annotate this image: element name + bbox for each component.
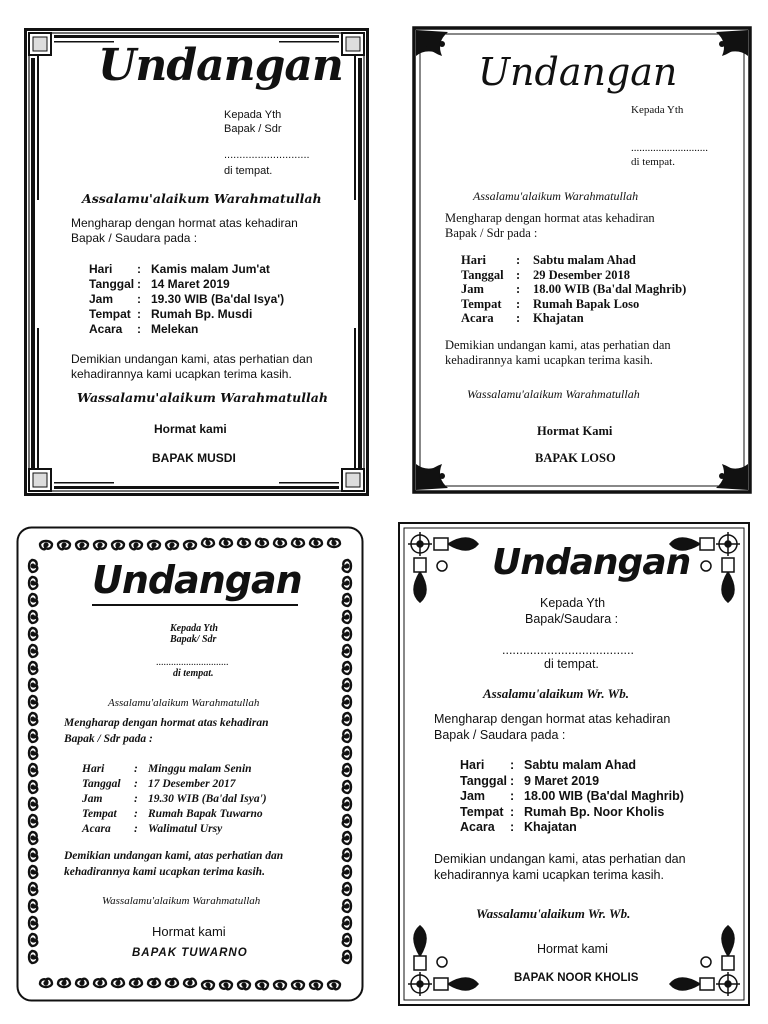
scroll-ornament-icon <box>343 747 351 759</box>
scroll-ornament-icon <box>94 541 106 549</box>
card-2-regards: Hormat Kami <box>537 424 613 438</box>
detail-label: Tanggal <box>460 773 507 788</box>
detail-row: Hari : Sabtu malam Ahad <box>460 758 637 772</box>
scroll-ornament-icon <box>238 981 250 989</box>
card-4-farewell: Wassalamu'alaikum Wr. Wb. <box>476 906 631 921</box>
card-1-signer: BAPAK MUSDI <box>152 451 236 465</box>
card-3-details <box>82 762 267 837</box>
detail-value: 9 Maret 2019 <box>524 773 600 788</box>
scroll-ornament-icon <box>148 979 160 987</box>
card-4-recipient-label: Kepada Yth <box>540 596 606 610</box>
scroll-ornament-icon <box>29 747 37 759</box>
card-1-closing-line-1: Demikian undangan kami, atas perhatian dan <box>71 352 313 366</box>
scroll-ornament-icon <box>29 917 37 929</box>
card-2-place: di tempat. <box>631 156 675 168</box>
scroll-ornament-icon <box>256 539 268 547</box>
scroll-ornament-icon <box>343 628 351 640</box>
scroll-ornament-icon <box>58 979 70 987</box>
scroll-ornament-icon <box>274 981 286 989</box>
detail-label: Acara <box>82 823 111 835</box>
ornament-corner-icon <box>408 532 478 602</box>
detail-value: Sabtu malam Ahad <box>533 253 636 267</box>
scroll-ornament-icon <box>220 981 232 989</box>
scroll-ornament-icon <box>29 611 37 623</box>
scroll-ornament-icon <box>29 730 37 742</box>
detail-value: Kamis malam Jum'at <box>151 262 270 276</box>
scroll-ornament-icon <box>310 981 322 989</box>
detail-row: Tanggal : 14 Maret 2019 <box>89 277 230 291</box>
scroll-ornament-icon <box>148 541 160 549</box>
scroll-ornament-icon <box>29 645 37 657</box>
scroll-ornament-icon <box>310 539 322 547</box>
scroll-ornament-icon <box>343 713 351 725</box>
scroll-ornament-icon <box>343 645 351 657</box>
card-3-recipient-title: Bapak/ Sdr <box>170 634 217 645</box>
scroll-ornament-icon <box>343 781 351 793</box>
detail-row: Hari : Sabtu malam Ahad <box>461 253 636 267</box>
detail-value: Minggu malam Senin <box>148 763 252 775</box>
scroll-ornament-icon <box>166 979 178 987</box>
card-3-regards: Hormat kami <box>152 924 226 939</box>
detail-value: Khajatan <box>533 311 584 325</box>
detail-value: 17 Desember 2017 <box>148 778 236 790</box>
scroll-ornament-icon <box>343 900 351 912</box>
invitation-card-4 <box>398 522 750 1006</box>
card-1-intro-line-2: Bapak / Saudara pada : <box>71 231 198 245</box>
scroll-ornament-icon <box>29 900 37 912</box>
card-1-closing-line-2: kehadirannya kami ucapkan terima kasih. <box>71 367 292 381</box>
detail-row: Acara : Walimatul Ursy <box>82 823 223 835</box>
scroll-ornament-icon <box>256 981 268 989</box>
card-3-title: Undangan <box>92 558 302 602</box>
detail-label: Jam <box>461 282 484 296</box>
card-4-intro-line-2: Bapak / Saudara pada : <box>434 728 566 742</box>
detail-value: 18.00 WIB (Ba'dal Maghrib) <box>524 789 684 803</box>
scroll-ornament-icon <box>29 577 37 589</box>
scroll-ornament-icon <box>343 815 351 827</box>
scroll-ornament-icon <box>29 934 37 946</box>
detail-row: Hari : Kamis malam Jum'at <box>89 262 270 276</box>
card-1-details <box>89 262 284 337</box>
detail-row: Jam : 18.00 WIB (Ba'dal Maghrib) <box>460 789 684 803</box>
detail-row: Acara : Khajatan <box>460 820 577 834</box>
scroll-ornament-icon <box>343 849 351 861</box>
scroll-ornament-icon <box>29 713 37 725</box>
card-2-details <box>461 253 686 326</box>
scroll-ornament-icon <box>202 981 214 989</box>
scroll-ornament-icon <box>343 934 351 946</box>
scroll-ornament-icon <box>76 979 88 987</box>
card-1-greeting: Assalamu'alaikum Warahmatullah <box>82 191 322 206</box>
card-2-intro-line-2: Bapak / Sdr pada : <box>445 226 538 240</box>
scroll-ornament-icon <box>58 541 70 549</box>
card-3-signer: BAPAK TUWARNO <box>132 947 248 959</box>
detail-row: Tempat : Rumah Bp. Noor Kholis <box>460 804 665 819</box>
card-2-closing-line-2: kehadirannya kami ucapkan terima kasih. <box>445 353 653 367</box>
scroll-ornament-icon <box>328 539 340 547</box>
invitation-card-1 <box>24 28 369 496</box>
card-4-intro-line-1: Mengharap dengan hormat atas kehadiran <box>434 712 671 726</box>
detail-label: Tempat <box>82 808 117 820</box>
detail-label: Tempat <box>460 804 504 819</box>
scroll-ornament-icon <box>29 781 37 793</box>
scroll-ornament-icon <box>343 764 351 776</box>
detail-value: Rumah Bapak Loso <box>533 296 640 311</box>
detail-value: Rumah Bapak Tuwarno <box>148 808 263 820</box>
card-4-closing-line-2: kehadirannya kami ucapkan terima kasih. <box>434 868 664 882</box>
scroll-ornament-icon <box>29 696 37 708</box>
scroll-ornament-icon <box>29 798 37 810</box>
scroll-ornament-icon <box>343 696 351 708</box>
scroll-ornament-icon <box>130 979 142 987</box>
scroll-ornament-icon <box>166 541 178 549</box>
scroll-ornament-icon <box>343 883 351 895</box>
detail-label: Tanggal <box>461 267 504 282</box>
card-3-farewell: Wassalamu'alaikum Warahmatullah <box>102 895 261 907</box>
scroll-ornament-icon <box>29 883 37 895</box>
card-4-details <box>460 758 684 836</box>
card-2-intro-line-1: Mengharap dengan hormat atas kehadiran <box>445 211 655 225</box>
scroll-ornament-icon <box>130 541 142 549</box>
card-3-greeting: Assalamu'alaikum Warahmatullah <box>108 697 260 709</box>
detail-value: 29 Desember 2018 <box>533 267 630 282</box>
card-1-farewell: Wassalamu'alaikum Warahmatullah <box>77 390 328 405</box>
detail-label: Hari <box>460 758 485 772</box>
card-1-recipient-label: Kepada Yth <box>224 109 282 121</box>
card-1-recipient-title: Bapak / Sdr <box>224 123 282 135</box>
detail-value: Rumah Bp. Noor Kholis <box>524 804 665 819</box>
detail-row: Tanggal : 17 Desember 2017 <box>82 778 236 790</box>
detail-label: Tanggal <box>89 277 135 291</box>
detail-value: 19.30 WIB (Ba'dal Isya') <box>151 292 285 306</box>
detail-label: Acara <box>89 322 123 336</box>
detail-value: Melekan <box>151 322 199 336</box>
detail-value: Rumah Bp. Musdi <box>151 307 253 321</box>
card-4-signer: BAPAK NOOR KHOLIS <box>514 972 639 984</box>
detail-value: Walimatul Ursy <box>148 823 223 835</box>
scroll-ornament-icon <box>343 662 351 674</box>
detail-label: Acara <box>460 820 495 834</box>
detail-label: Tempat <box>461 296 502 311</box>
scroll-ornament-icon <box>184 541 196 549</box>
card-3-closing-line-1: Demikian undangan kami, atas perhatian dan <box>64 850 284 862</box>
scroll-ornament-icon <box>343 577 351 589</box>
card-2-greeting: Assalamu'alaikum Warahmatullah <box>473 189 639 203</box>
scroll-ornament-icon <box>76 541 88 549</box>
detail-row: Acara : Melekan <box>89 322 199 336</box>
detail-label: Acara <box>461 311 494 325</box>
detail-label: Hari <box>89 262 113 276</box>
card-2-title: Undangan <box>478 50 678 94</box>
card-4-dotted-line: ...................................... <box>502 643 634 657</box>
card-3-title-underline <box>92 604 298 606</box>
detail-row: Tanggal : 29 Desember 2018 <box>461 267 630 282</box>
scroll-ornament-icon <box>343 866 351 878</box>
detail-row: Jam : 19.30 WIB (Ba'dal Isya') <box>89 292 285 306</box>
scroll-ornament-icon <box>29 832 37 844</box>
card-2-signer: BAPAK LOSO <box>535 451 616 465</box>
card-4-title: Undangan <box>492 542 691 583</box>
detail-row: Tempat : Rumah Bapak Tuwarno <box>82 808 263 820</box>
detail-value: 14 Maret 2019 <box>151 277 230 291</box>
scroll-ornament-icon <box>220 539 232 547</box>
scroll-ornament-icon <box>202 539 214 547</box>
scroll-ornament-icon <box>328 981 340 989</box>
scroll-ornament-icon <box>343 951 351 963</box>
detail-value: Sabtu malam Ahad <box>524 758 637 772</box>
scroll-ornament-icon <box>29 560 37 572</box>
scroll-ornament-icon <box>274 539 286 547</box>
card-3-intro-line-1: Mengharap dengan hormat atas kehadiran <box>64 717 269 729</box>
card-3-place: di tempat. <box>173 668 214 679</box>
detail-label: Tanggal <box>82 778 121 790</box>
detail-label: Hari <box>461 253 486 267</box>
card-3-closing-line-2: kehadirannya kami ucapkan terima kasih. <box>64 866 265 878</box>
scroll-ornament-icon <box>238 539 250 547</box>
scroll-ornament-icon <box>112 541 124 549</box>
card-4-recipient-title: Bapak/Saudara : <box>525 612 619 626</box>
card-2-farewell: Wassalamu'alaikum Warahmatullah <box>467 387 640 401</box>
card-4-closing-line-1: Demikian undangan kami, atas perhatian dan <box>434 852 686 866</box>
card-2-recipient-label: Kepada Yth <box>631 104 684 116</box>
card-3-recipient-label: Kepada Yth <box>170 623 218 634</box>
detail-row: Hari : Minggu malam Senin <box>82 763 252 775</box>
scroll-ornament-icon <box>29 849 37 861</box>
card-3-intro-line-2: Bapak / Sdr pada : <box>64 733 153 745</box>
scroll-ornament-icon <box>343 611 351 623</box>
detail-value: 18.00 WIB (Ba'dal Maghrib) <box>533 282 687 296</box>
detail-label: Jam <box>89 292 114 306</box>
scroll-ornament-icon <box>343 832 351 844</box>
detail-row: Tempat : Rumah Bapak Loso <box>461 296 640 311</box>
detail-label: Hari <box>82 763 105 775</box>
scroll-ornament-icon <box>29 628 37 640</box>
scroll-ornament-icon <box>29 594 37 606</box>
invitation-card-2 <box>412 26 752 494</box>
card-1-title: Undangan <box>98 40 343 91</box>
card-1-dotted-line: ............................ <box>224 149 310 161</box>
scroll-ornament-icon <box>40 979 52 987</box>
detail-label: Tempat <box>89 307 131 321</box>
scroll-ornament-icon <box>29 815 37 827</box>
card-2-dotted-line: ............................ <box>631 142 708 154</box>
detail-row: Acara : Khajatan <box>461 311 584 325</box>
detail-value: Khajatan <box>524 820 577 834</box>
scroll-ornament-icon <box>29 951 37 963</box>
card-4-greeting: Assalamu'alaikum Wr. Wb. <box>483 686 629 701</box>
detail-row: Jam : 18.00 WIB (Ba'dal Maghrib) <box>461 282 687 296</box>
scroll-ornament-icon <box>184 979 196 987</box>
detail-label: Jam <box>82 793 103 805</box>
detail-value: 19.30 WIB (Ba'dal Isya') <box>148 793 267 805</box>
scroll-ornament-icon <box>29 662 37 674</box>
detail-label: Jam <box>460 789 486 803</box>
card-2-closing-line-1: Demikian undangan kami, atas perhatian dan <box>445 338 671 352</box>
scroll-ornament-icon <box>40 541 52 549</box>
card-1-intro-line-1: Mengharap dengan hormat atas kehadiran <box>71 216 298 230</box>
flourish-icon <box>416 30 448 56</box>
scroll-ornament-icon <box>343 730 351 742</box>
card-4-place: di tempat. <box>544 657 599 671</box>
scroll-ornament-icon <box>112 979 124 987</box>
scroll-ornament-icon <box>343 679 351 691</box>
card-1-place: di tempat. <box>224 165 273 177</box>
detail-row: Tempat : Rumah Bp. Musdi <box>89 307 253 321</box>
invitation-card-3 <box>16 526 364 1002</box>
scroll-ornament-icon <box>343 560 351 572</box>
scroll-ornament-icon <box>343 917 351 929</box>
scroll-ornament-icon <box>29 764 37 776</box>
scroll-ornament-icon <box>29 866 37 878</box>
detail-row: Tanggal : 9 Maret 2019 <box>460 773 600 788</box>
scroll-ornament-icon <box>94 979 106 987</box>
card-1-regards: Hormat kami <box>154 422 227 436</box>
card-3-dotted-line: ............................. <box>156 657 229 668</box>
scroll-ornament-icon <box>292 539 304 547</box>
scroll-ornament-icon <box>343 594 351 606</box>
scroll-ornament-icon <box>292 981 304 989</box>
scroll-ornament-icon <box>343 798 351 810</box>
card-4-regards: Hormat kami <box>537 942 608 956</box>
detail-row: Jam : 19.30 WIB (Ba'dal Isya') <box>82 793 267 805</box>
scroll-ornament-icon <box>29 679 37 691</box>
